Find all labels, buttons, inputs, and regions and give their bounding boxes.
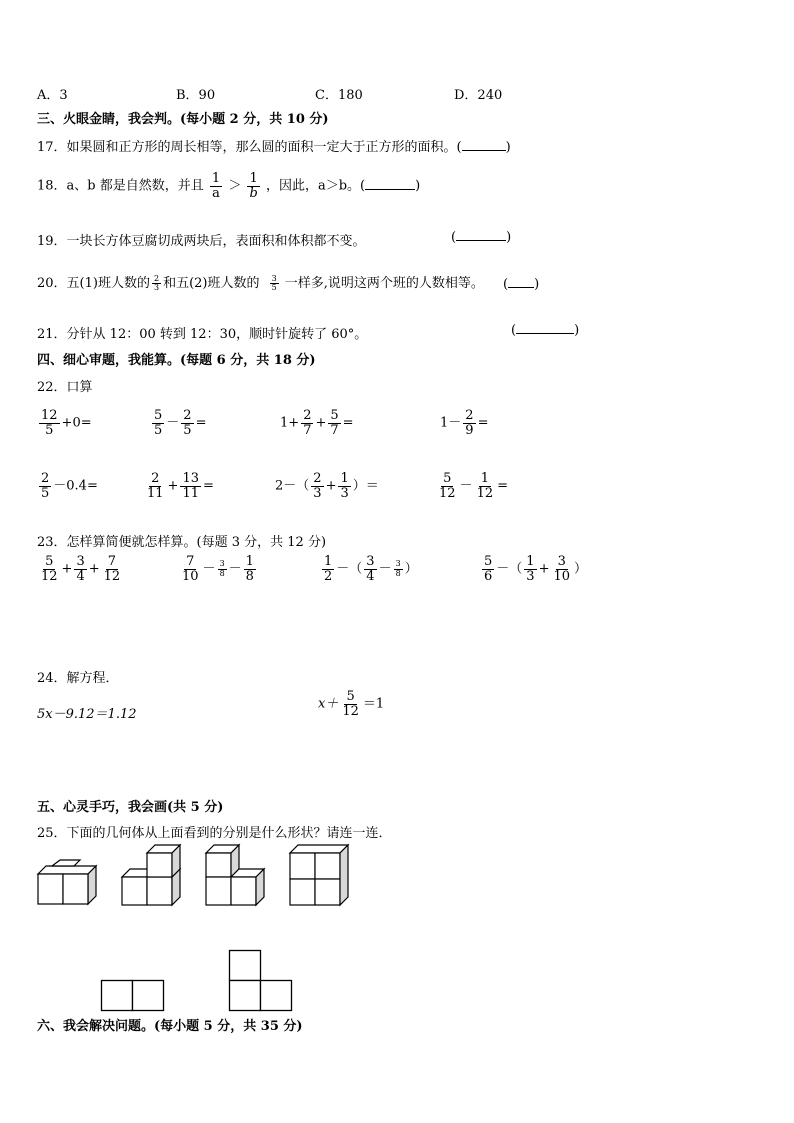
fraction: $\frac{12}{5}$ bbox=[41, 408, 58, 438]
question-21 bbox=[37, 323, 367, 342]
calc-22-7 bbox=[275, 472, 379, 500]
section-3-title: 三、火眼金睛，我会判。(每小题 2 分，共 10 分) bbox=[37, 112, 329, 127]
fraction: $\frac{5}{12}$ bbox=[439, 471, 456, 501]
cube-figure-4 bbox=[290, 845, 352, 907]
calc-23-1 bbox=[37, 555, 124, 583]
fraction: $\frac{2}{9}$ bbox=[465, 408, 474, 438]
operator: + bbox=[167, 478, 179, 494]
calc-22-5 bbox=[37, 472, 98, 500]
paren-open: ( bbox=[503, 277, 509, 292]
operator: －（ bbox=[496, 561, 523, 577]
paren-open: ( bbox=[511, 323, 517, 338]
fraction: $\frac{13}{11}$ bbox=[182, 471, 199, 501]
fraction: $\frac{2}{11}$ bbox=[147, 471, 164, 501]
fraction: $\frac{3}{10}$ bbox=[553, 554, 571, 584]
calc-22-2 bbox=[150, 409, 206, 437]
option-d: D．240 bbox=[454, 88, 503, 103]
operator: +0= bbox=[61, 415, 92, 431]
operator: + bbox=[288, 415, 300, 431]
question-22: 22．口算 bbox=[37, 380, 93, 395]
operator: ） bbox=[574, 561, 588, 577]
question-17 bbox=[37, 136, 511, 155]
variable-x: x＋ bbox=[318, 696, 339, 712]
fraction-3-over-5: $\frac{3}{5}$ bbox=[271, 273, 277, 292]
question-20-text-b: 和五(2)班人数的 bbox=[163, 276, 260, 291]
cube-figure-3 bbox=[206, 845, 268, 907]
operator: ） bbox=[404, 561, 418, 577]
paren-close: ) bbox=[415, 178, 421, 194]
question-19-text: 19．一块长方体豆腐切成两块后，表面积和体积都不变。 bbox=[37, 234, 366, 249]
option-a: A．3 bbox=[37, 88, 68, 103]
question-20 bbox=[37, 272, 484, 292]
operator: = bbox=[477, 415, 489, 431]
section-4-title: 四、细心审题，我能算。(每题 6 分，共 18 分) bbox=[37, 353, 316, 368]
top-view-shape-2 bbox=[229, 950, 293, 1012]
question-25: 25．下面的几何体从上面看到的分别是什么形状？请连一连． bbox=[37, 826, 392, 841]
fraction: $\frac{3}{4}$ bbox=[76, 554, 85, 584]
question-24: 24．解方程． bbox=[37, 671, 119, 686]
equation-2 bbox=[318, 690, 384, 718]
fraction: $\frac{7}{12}$ bbox=[103, 554, 121, 584]
question-20-text-c: 一样多,说明这两个班的人数相等。 bbox=[284, 276, 484, 291]
operator: + bbox=[538, 561, 550, 577]
section-6-title: 六、我会解决问题。(每小题 5 分，共 35 分) bbox=[37, 1019, 303, 1034]
calc-23-3 bbox=[320, 555, 418, 583]
paren-close: ) bbox=[534, 277, 540, 292]
question-17-text: 17．如果圆和正方形的周长相等，那么圆的面积一定大于正方形的面积。( bbox=[37, 140, 462, 155]
paren-close: ) bbox=[574, 323, 580, 338]
calc-22-8 bbox=[435, 472, 508, 500]
question-21-text: 21．分针从 12：00 转到 12：30，顺时针旋转了 60°。 bbox=[37, 327, 368, 342]
fraction: $\frac{1}{3}$ bbox=[526, 554, 535, 584]
operator: － bbox=[202, 561, 216, 577]
fraction: $\frac{1}{2}$ bbox=[324, 554, 333, 584]
fraction-1-over-b: $\frac{1}{b}$ bbox=[249, 171, 258, 201]
question-18-text: 18．a、b 都是自然数，并且 bbox=[37, 178, 204, 194]
answer-blank-19[interactable] bbox=[456, 240, 506, 241]
answer-20 bbox=[503, 277, 539, 292]
calc-22-1 bbox=[37, 409, 92, 437]
answer-21 bbox=[511, 323, 579, 338]
fraction: $\frac{3}{8}$ bbox=[219, 559, 225, 578]
fraction: $\frac{5}{12}$ bbox=[342, 689, 359, 719]
question-23: 23．怎样算简便就怎样算。(每题 3 分，共 12 分) bbox=[37, 535, 327, 550]
calc-22-4 bbox=[440, 409, 488, 437]
fraction: $\frac{2}{5}$ bbox=[183, 408, 192, 438]
cube-figure-1 bbox=[38, 860, 100, 906]
calc-23-2 bbox=[178, 555, 258, 583]
fraction: $\frac{1}{12}$ bbox=[476, 471, 494, 501]
operator: － bbox=[378, 561, 392, 577]
operator: 2－（ bbox=[275, 478, 310, 494]
operator: － bbox=[228, 561, 242, 577]
number: 1 bbox=[440, 415, 449, 431]
operator: = bbox=[195, 415, 207, 431]
paren-close: ) bbox=[505, 140, 511, 155]
operator: + bbox=[88, 561, 100, 577]
fraction: $\frac{5}{12}$ bbox=[41, 554, 58, 584]
cube-figure-2 bbox=[122, 845, 184, 907]
section-5-title: 五、心灵手巧，我会画(共 5 分) bbox=[37, 800, 224, 815]
operator: － bbox=[166, 415, 180, 431]
fraction: $\frac{5}{6}$ bbox=[484, 554, 493, 584]
fraction: $\frac{7}{10}$ bbox=[182, 554, 199, 584]
paren-close: ) bbox=[506, 230, 512, 245]
fraction-2-over-3: $\frac{2}{3}$ bbox=[153, 273, 160, 292]
fraction: $\frac{1}{8}$ bbox=[245, 554, 254, 584]
fraction: $\frac{3}{4}$ bbox=[366, 554, 375, 584]
answer-19 bbox=[451, 230, 511, 245]
answer-blank-20[interactable] bbox=[508, 287, 534, 288]
fraction: $\frac{2}{7}$ bbox=[303, 408, 312, 438]
top-view-shape-1 bbox=[101, 980, 165, 1012]
fraction: $\frac{5}{7}$ bbox=[330, 408, 339, 438]
operator: + bbox=[325, 478, 337, 494]
operator: － bbox=[448, 415, 462, 431]
question-19 bbox=[37, 230, 366, 249]
question-20-text-a: 20．五(1)班人数的 bbox=[37, 276, 150, 291]
operator: － bbox=[459, 478, 473, 494]
fraction-1-over-a: $\frac{1}{a}$ bbox=[211, 171, 221, 201]
number: 1 bbox=[280, 415, 289, 431]
fraction: $\frac{1}{3}$ bbox=[340, 471, 349, 501]
operator: = bbox=[203, 478, 214, 494]
operator: －0.4= bbox=[53, 478, 98, 494]
answer-blank-21[interactable] bbox=[516, 333, 574, 334]
calc-22-6 bbox=[143, 472, 214, 500]
question-18 bbox=[37, 172, 420, 200]
operator: + bbox=[61, 561, 73, 577]
operator: ）＝ bbox=[352, 478, 379, 494]
operator: + bbox=[315, 415, 327, 431]
option-c: C．180 bbox=[315, 88, 363, 103]
fraction: $\frac{2}{5}$ bbox=[41, 471, 50, 501]
fraction: $\frac{2}{3}$ bbox=[313, 471, 322, 501]
operator: ＝1 bbox=[362, 696, 385, 712]
calc-23-4 bbox=[480, 555, 587, 583]
answer-blank-18[interactable] bbox=[365, 189, 415, 190]
fraction: $\frac{3}{8}$ bbox=[395, 559, 401, 578]
calc-22-3 bbox=[280, 409, 354, 437]
answer-blank-17[interactable] bbox=[462, 150, 506, 151]
fraction: $\frac{5}{5}$ bbox=[154, 408, 163, 438]
paren-open: ( bbox=[451, 230, 457, 245]
equation-1: 5x－9.12＝1.12 bbox=[37, 707, 137, 722]
operator: = bbox=[342, 415, 354, 431]
operator: = bbox=[497, 478, 509, 494]
operator: －（ bbox=[336, 561, 363, 577]
option-b: B．90 bbox=[176, 88, 216, 103]
question-18-suffix: ，因此，a＞b。( bbox=[265, 178, 366, 194]
greater-than-sign: ＞ bbox=[228, 178, 242, 194]
